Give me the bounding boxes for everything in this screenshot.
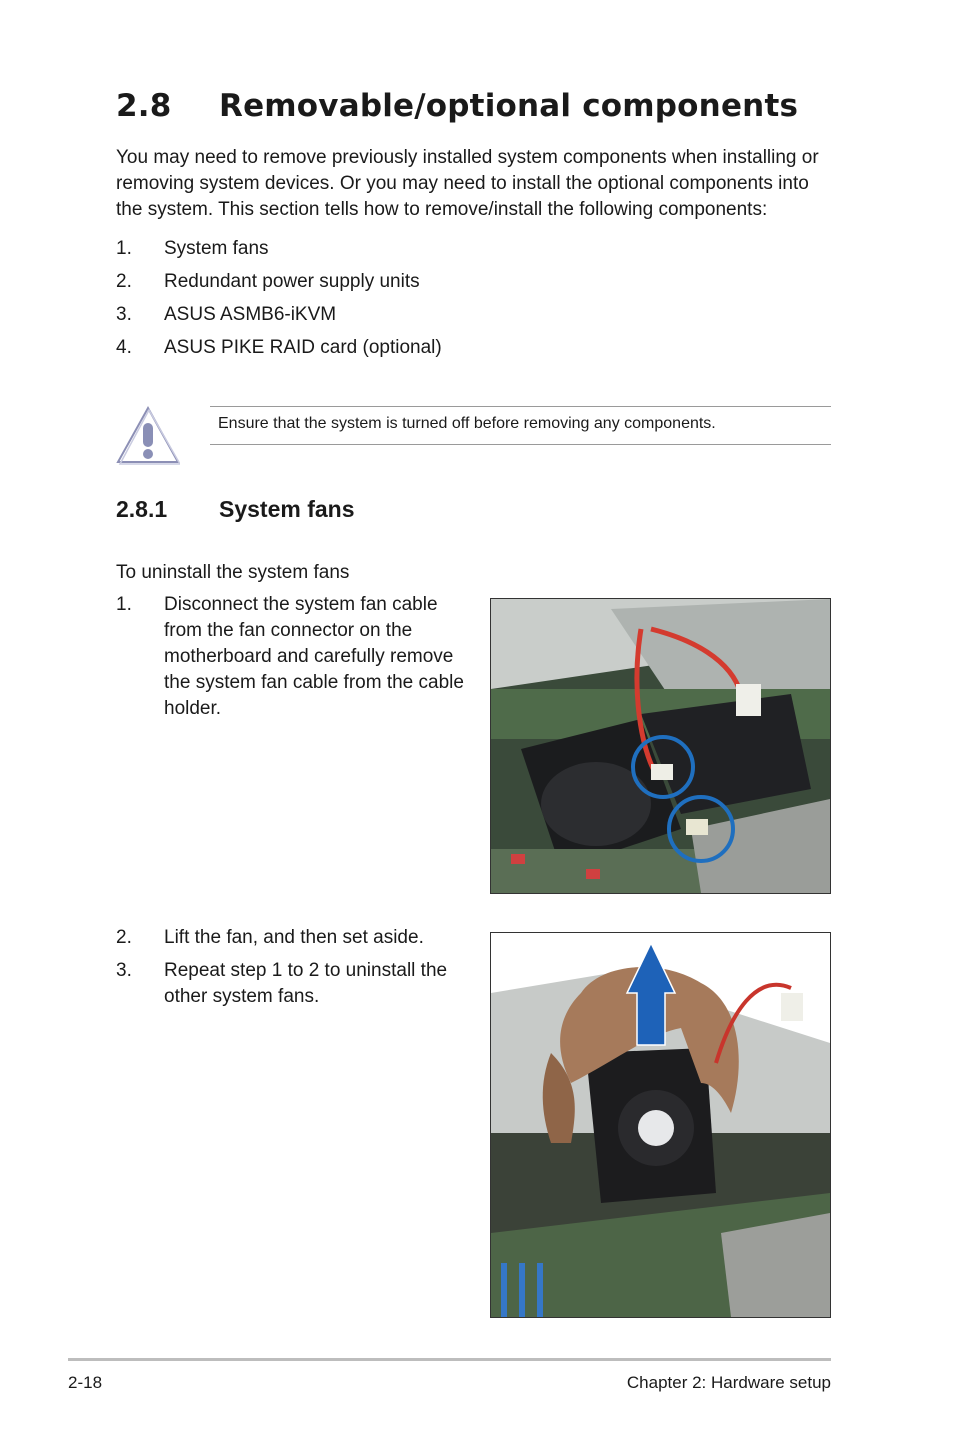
- caution-note: [210, 406, 831, 445]
- fan-connector-photo: [490, 598, 831, 894]
- subsection-heading: [116, 496, 355, 523]
- section-title: Removable/optional components: [219, 88, 799, 124]
- chapter-label: Chapter 2: Hardware setup: [626, 1373, 831, 1392]
- subsection-title: System fans: [219, 496, 355, 522]
- caution-text: Ensure that the system is turned off before removing any components.: [218, 415, 716, 432]
- fan-removal-photo: [490, 932, 831, 1318]
- step-item: 1. Disconnect the system fan cable from the fan connector on the motherboard and carefully remove the system fan cable from the cable holder.: [116, 594, 464, 719]
- step-item: 2. Lift the fan, and then set aside.: [116, 927, 424, 948]
- warning-triangle-icon: [116, 405, 180, 465]
- page-number: 2-18: [68, 1373, 103, 1392]
- component-list: [116, 236, 442, 368]
- list-item: 2. Redundant power supply units: [116, 271, 420, 292]
- subsection-intro: To uninstall the system fans: [116, 562, 350, 583]
- list-item: 4. ASUS PIKE RAID card (optional): [116, 337, 442, 358]
- list-item: 1. System fans: [116, 238, 269, 259]
- section-number: 2.8: [116, 88, 172, 124]
- section-intro: You may need to remove previously installed system components when installing or removing system devices. Or you may need to install the optional components into the system. This section tells how to remove/install the following components:: [116, 147, 819, 220]
- list-item: 3. ASUS ASMB6-iKVM: [116, 304, 337, 325]
- subsection-number: 2.8.1: [116, 496, 168, 522]
- footer-divider: [68, 1358, 831, 1361]
- section-heading: [116, 88, 798, 124]
- step-item: 3. Repeat step 1 to 2 to uninstall the other system fans.: [116, 960, 448, 1007]
